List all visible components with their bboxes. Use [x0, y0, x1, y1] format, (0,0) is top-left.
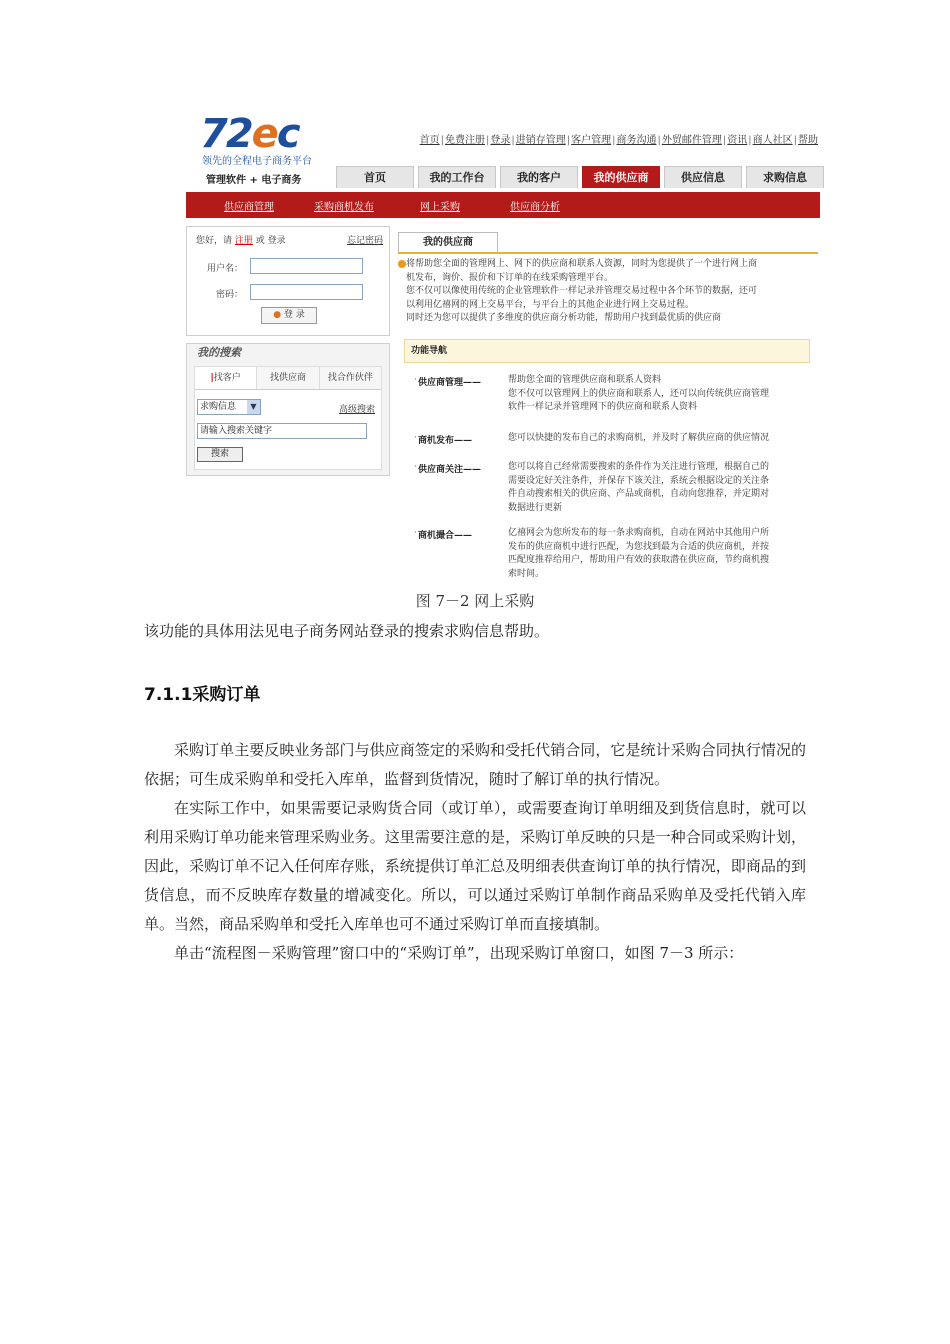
intro-line: 机发布，询价、报价和下订单的在线采购管理平台。: [406, 272, 614, 283]
search-type-value: 求购信息: [200, 402, 237, 412]
login-greeting: [196, 233, 286, 246]
logo-text-72: 72: [200, 111, 252, 157]
function-desc-supplier-watch: [508, 461, 804, 515]
username-input[interactable]: [250, 258, 363, 274]
desc-line: 匹配度推荐给用户，帮助用户有效的获取潜在供应商，节约商机搜: [508, 555, 770, 565]
logo-text-e: e: [251, 111, 277, 157]
nav-tab-workbench[interactable]: 我的工作台: [418, 166, 496, 188]
top-link-home[interactable]: 首页: [419, 135, 440, 146]
search-panel-title: 我的搜索: [197, 346, 241, 359]
search-tab-partners[interactable]: 找合作伙伴: [320, 367, 381, 389]
top-link-customers[interactable]: 客户管理: [571, 135, 612, 146]
desc-line: 件自动搜索相关的供应商、产品或商机，自动向您推荐，并定期对: [508, 489, 770, 499]
sub-nav-publish-purchase[interactable]: 采购商机发布: [314, 202, 374, 213]
bullet-icon: ·: [414, 433, 417, 443]
search-button[interactable]: 搜索: [197, 447, 243, 462]
management-label: 管理软件 + 电子商务: [206, 175, 302, 186]
function-desc-supplier-management: [508, 374, 804, 415]
function-matchmaking[interactable]: 商机撮合——: [418, 531, 473, 541]
intro-line: 以利用亿禧网的网上交易平台，与平台上的其他企业进行网上交易过程。: [406, 299, 695, 310]
figure-caption: 图 7－2 网上采购: [415, 592, 535, 610]
function-nav-header: 功能导航: [404, 339, 810, 363]
bullet-icon: ·: [414, 462, 417, 472]
top-link-community[interactable]: 商人社区: [752, 135, 793, 146]
password-label: 密码：: [215, 290, 243, 300]
top-link-trade-mail[interactable]: 外贸邮件管理: [661, 135, 722, 146]
search-panel: [186, 343, 390, 476]
password-input[interactable]: [250, 284, 363, 300]
nav-tab-supply-info[interactable]: 供应信息: [664, 166, 742, 188]
desc-line: 您可以快捷的发布自己的求购商机，并及时了解供应商的供应情况: [508, 433, 770, 443]
search-tabs: [195, 367, 381, 390]
function-supplier-management[interactable]: 供应商管理——: [418, 378, 482, 388]
advanced-search-link[interactable]: 高级搜索: [338, 405, 375, 415]
paragraph: 采购订单主要反映业务部门与供应商签定的采购和受托代销合同，它是统计采购合同执行情况的依据；可生成采购单和受托入库单，监督到货情况，随时了解订单的执行情况。: [144, 741, 806, 788]
desc-line: 需要设定好关注条件，并保存下该关注，系统会根据设定的关注条: [508, 475, 770, 486]
search-tab-customers[interactable]: |找客户: [195, 367, 257, 389]
login-panel: [186, 226, 390, 336]
logo-slogan: 领先的全程电子商务平台: [202, 156, 312, 167]
function-desc-matchmaking: [508, 527, 804, 581]
top-link-help[interactable]: 帮助: [798, 135, 818, 146]
intro-line: 同时还为您可以提供了多维度的供应商分析功能，帮助用户找到最优质的供应商: [406, 313, 722, 323]
top-link-communication[interactable]: 商务沟通: [616, 135, 657, 146]
section-heading: 7.1.1采购订单: [144, 685, 261, 705]
desc-line: 软件一样记录并管理网下的供应商和联系人资料: [508, 402, 698, 412]
login-button[interactable]: [261, 307, 317, 324]
sub-nav-supplier-management[interactable]: 供应商管理: [224, 202, 274, 213]
search-type-select[interactable]: [197, 399, 261, 415]
nav-tab-suppliers[interactable]: 我的供应商: [582, 166, 660, 188]
login-dot-icon: ●: [273, 310, 282, 320]
search-tab-customers-label: 找客户: [213, 373, 241, 383]
sub-nav-supplier-analysis[interactable]: 供应商分析: [510, 202, 560, 213]
greeting-text: 您好，请: [196, 236, 233, 246]
desc-line: 亿禧网会为您所发布的每一条求购商机，自动在网站中其他用户所: [508, 528, 770, 538]
sub-nav-online-purchase[interactable]: 网上采购: [420, 202, 460, 213]
function-supplier-watch[interactable]: 供应商关注——: [418, 465, 482, 475]
tab-underline: [398, 252, 818, 254]
top-link-inventory[interactable]: 进销存管理: [515, 135, 566, 146]
nav-tab-customers[interactable]: 我的客户: [500, 166, 578, 188]
main-nav: [336, 166, 828, 188]
top-link-login[interactable]: 登录: [490, 135, 511, 146]
bullet-icon: ·: [414, 375, 417, 385]
paragraph: 单击“流程图－采购管理”窗口中的“采购订单”，出现采购订单窗口，如图 7－3 所示：: [174, 944, 744, 962]
intro-line: 将帮助您全面的管理网上、网下的供应商和联系人资源，同时为您提供了一个进行网上商: [406, 259, 758, 269]
logo-text-c: c: [276, 111, 299, 157]
search-tab-suppliers[interactable]: 找供应商: [257, 367, 319, 389]
function-publish-opportunity[interactable]: 商机发布——: [418, 436, 473, 446]
tab-my-suppliers[interactable]: 我的供应商: [398, 232, 498, 252]
or-login-text: 或 登录: [255, 236, 286, 246]
username-label: 用户名：: [206, 264, 243, 274]
paragraph: 在实际工作中，如果需要记录购货合同（或订单），或需要查询订单明细及到货信息时，就可以利用采购订单功能来管理采购业务。这里需要注意的是，采购订单反映的只是一种合同或采购计划，因此，采购订单不记入任何库存账，系统提供订单汇总及明细表供查询订单的执行情况，即商品的到货信息，而不反映库存数量的增减变化。所以，可以通过采购订单制作商品采购单及受托代销入库单。当然，商品采购单和受托入库单也可不通过采购订单而直接填制。: [144, 799, 806, 933]
intro-text: [406, 258, 816, 326]
top-link-register[interactable]: 免费注册: [445, 135, 485, 146]
site-logo[interactable]: [200, 111, 312, 167]
sub-nav-bar: [186, 192, 820, 218]
login-button-label: 登 录: [283, 310, 305, 320]
register-link[interactable]: 注册: [234, 236, 253, 246]
chevron-down-icon: ▼: [247, 400, 260, 414]
desc-line: 您可以将自己经常需要搜索的条件作为关注进行管理，根据自己的: [508, 462, 770, 472]
top-link-news[interactable]: 资讯: [727, 135, 748, 146]
desc-line: 数据进行更新: [508, 502, 563, 513]
body-text: [144, 736, 806, 968]
desc-line: 发布的供应商机中进行匹配，为您找到最为合适的供应商机，并按: [508, 541, 770, 552]
desc-line: 索时间。: [508, 568, 545, 579]
bullet-icon: ·: [414, 528, 417, 538]
nav-tab-purchase-info[interactable]: 求购信息: [746, 166, 824, 188]
nav-tab-home[interactable]: 首页: [336, 166, 414, 188]
desc-line: 帮助您全面的管理供应商和联系人资料: [508, 375, 662, 385]
figure-screenshot: [186, 110, 820, 580]
function-desc-publish-opportunity: [508, 432, 804, 446]
search-keyword-input[interactable]: 请输入搜索关键字: [197, 423, 367, 439]
desc-line: 您不仅可以管理网上的供应商和联系人，还可以向传统供应商管理: [508, 388, 770, 399]
figure-followup-text: 该功能的具体用法见电子商务网站登录的搜索求购信息帮助。: [144, 622, 550, 640]
forgot-password-link[interactable]: 忘记密码: [346, 236, 383, 246]
arrow-bullet-icon: [398, 260, 406, 268]
top-links: 首页|免费注册|登录|进销存管理|客户管理|商务沟通|外贸邮件管理|资讯|商人社区|帮助: [419, 135, 818, 146]
intro-line: 您不仅可以像使用传统的企业管理软件一样记录并管理交易过程中各个环节的数据，还可: [406, 286, 758, 296]
search-panel-body: [194, 366, 382, 470]
